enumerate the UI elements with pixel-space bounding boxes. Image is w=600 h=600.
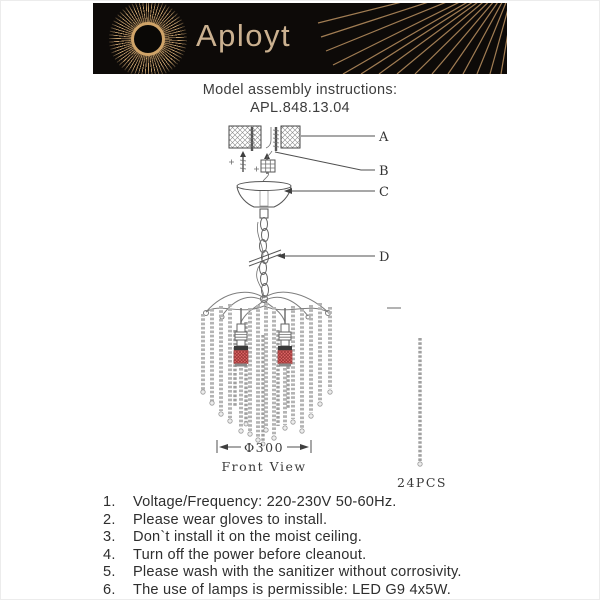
terminal-block [261,151,275,184]
instruction-text: Please wear gloves to install. [133,511,328,528]
instruction-text: Please wash with the sanitizer without corrosivity. [133,564,462,581]
model-number: APL.848.13.04 [250,100,350,116]
hanging-chain [249,218,281,300]
part-label-b: B [379,164,389,179]
part-leaders [275,130,401,308]
dimension [217,440,311,474]
instruction-number: 3. [103,529,116,546]
dimension-label: Φ300 [243,440,285,455]
part-label-c: C [379,185,389,200]
view-label: Front View [221,459,307,474]
lamp-socket-right [278,308,292,430]
instruction-text: Voltage/Frequency: 220-230V 50-60Hz. [133,494,397,510]
ceiling-block [229,126,300,151]
instruction-item [0,547,600,565]
part-label-a: A [379,130,389,145]
instruction-item [0,529,600,547]
instruction-number: 2. [103,511,116,528]
instruction-item [0,494,600,512]
ceiling-canopy [237,182,291,219]
instruction-text: The use of lamps is permissible: LED G9 4x5W. [133,581,452,598]
page-title: Model assembly instructions: [202,82,398,98]
instruction-number: 1. [103,494,116,510]
instruction-number: 5. [103,564,116,581]
part-label-d: D [379,250,390,265]
instruction-item [0,512,600,530]
instruction-item [0,582,600,600]
crystal-strands [201,303,332,446]
instructions-list [0,494,600,600]
instruction-text: Turn off the power before cleanout. [133,546,367,563]
parts-count-label: 24PCS [397,475,447,490]
instruction-number: 4. [103,546,116,563]
brand-name: Aployt [196,18,292,53]
instruction-text: Don`t install it on the moist ceiling. [133,529,363,546]
instruction-item [0,564,600,582]
instruction-number: 6. [103,581,116,598]
strand-part [397,338,447,490]
